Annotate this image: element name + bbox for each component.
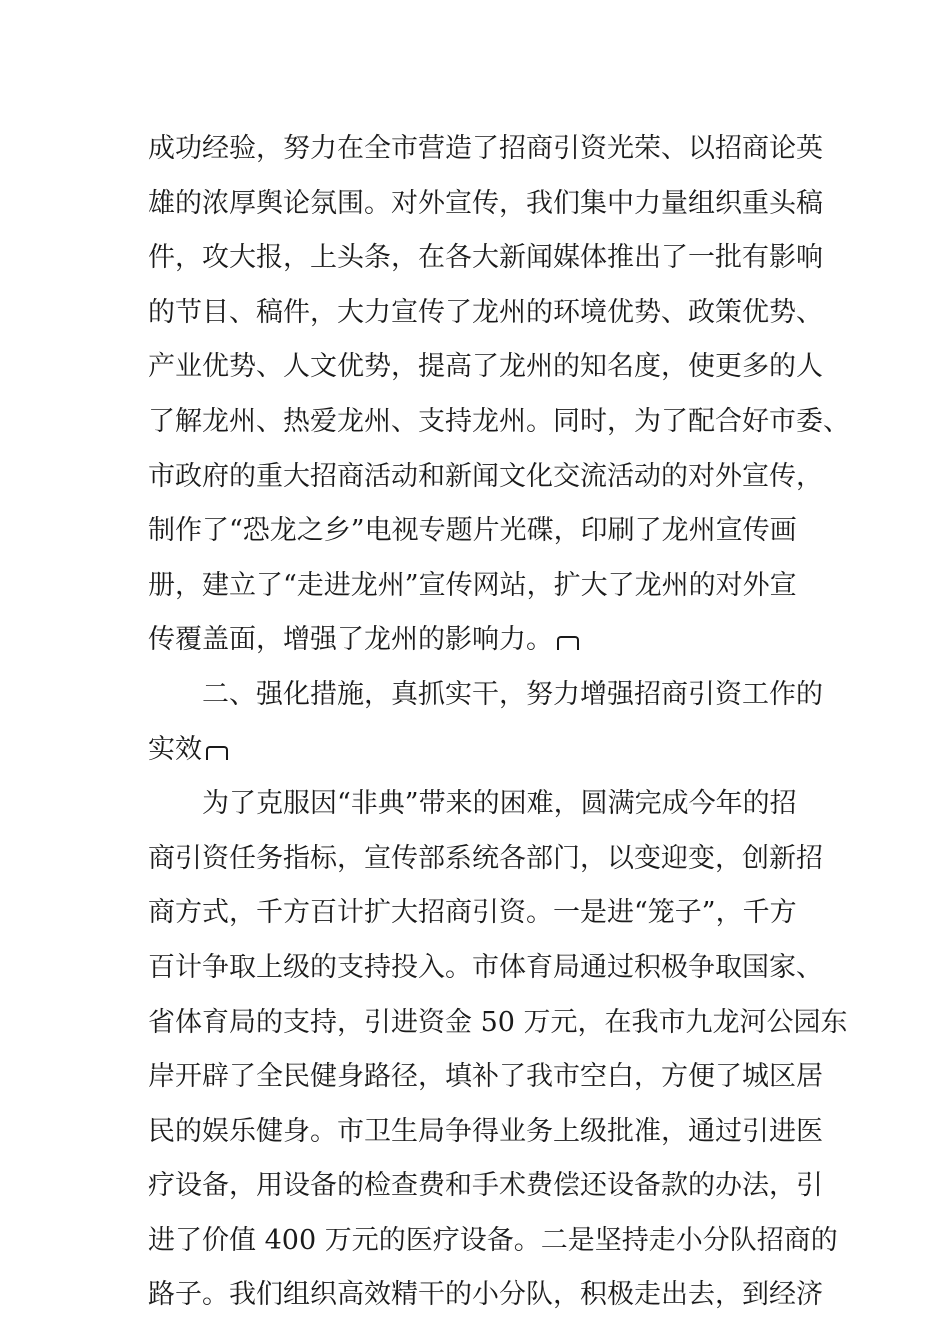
body-text (148, 122, 848, 1323)
text-line: 件，攻大报，上头条，在各大新闻媒体推出了一批有影响 (148, 242, 823, 274)
text-line: 成功经验，努力在全市营造了招商引资光荣、以招商论英 (148, 133, 823, 164)
text-line: 岸开辟了全民健身路径，填补了我市空白，方便了城区居 (148, 1061, 823, 1093)
text-line: 百计争取上级的支持投入。市体育局通过积极争取国家、 (148, 951, 823, 983)
text-line: 市政府的重大招商活动和新闻文化交流活动的对外宣传， (148, 460, 823, 492)
paragraph-mark-icon (557, 636, 579, 650)
text-line-content: 实效 (148, 733, 202, 765)
text-line: 商方式，千方百计扩大招商引资。一是进“笼子”，千方 (148, 897, 797, 929)
text-line: 产业优势、人文优势，提高了龙州的知名度，使更多的人 (148, 351, 823, 383)
text-line: 的节目、稿件，大力宣传了龙州的环境优势、政策优势、 (148, 296, 823, 328)
text-line: 册，建立了“走进龙州”宣传网站，扩大了龙州的对外宣 (148, 569, 797, 601)
paragraph-start-line: 为了克服因“非典”带来的困难，圆满完成今年的招 (202, 788, 797, 820)
paragraph-end-line (148, 613, 848, 668)
text-line: 了解龙州、热爱龙州、支持龙州。同时，为了配合好市委、 (148, 405, 850, 437)
text-line: 制作了“恐龙之乡”电视专题片光碟，印刷了龙州宣传画 (148, 515, 797, 547)
text-line: 民的娱乐健身。市卫生局争得业务上级批准，通过引进医 (148, 1115, 823, 1147)
text-line: 疗设备，用设备的检查费和手术费偿还设备款的办法，引 (148, 1170, 823, 1202)
text-line: 省体育局的支持，引进资金 50 万元，在我市九龙河公园东 (148, 1006, 848, 1038)
text-line: 路子。我们组织高效精干的小分队，积极走出去，到经济 (148, 1279, 823, 1311)
text-line: 雄的浓厚舆论氛围。对外宣传，我们集中力量组织重头稿 (148, 187, 823, 219)
section-heading-line: 二、强化措施，真抓实干，努力增强招商引资工作的 (202, 678, 823, 710)
paragraph-mark-icon (206, 746, 228, 760)
section-heading-end-line (148, 723, 848, 778)
text-line: 进了价值 400 万元的医疗设备。二是坚持走小分队招商的 (148, 1224, 838, 1256)
text-line: 商引资任务指标，宣传部系统各部门，以变迎变，创新招 (148, 842, 823, 874)
text-line-content: 传覆盖面，增强了龙州的影响力。 (148, 624, 553, 656)
